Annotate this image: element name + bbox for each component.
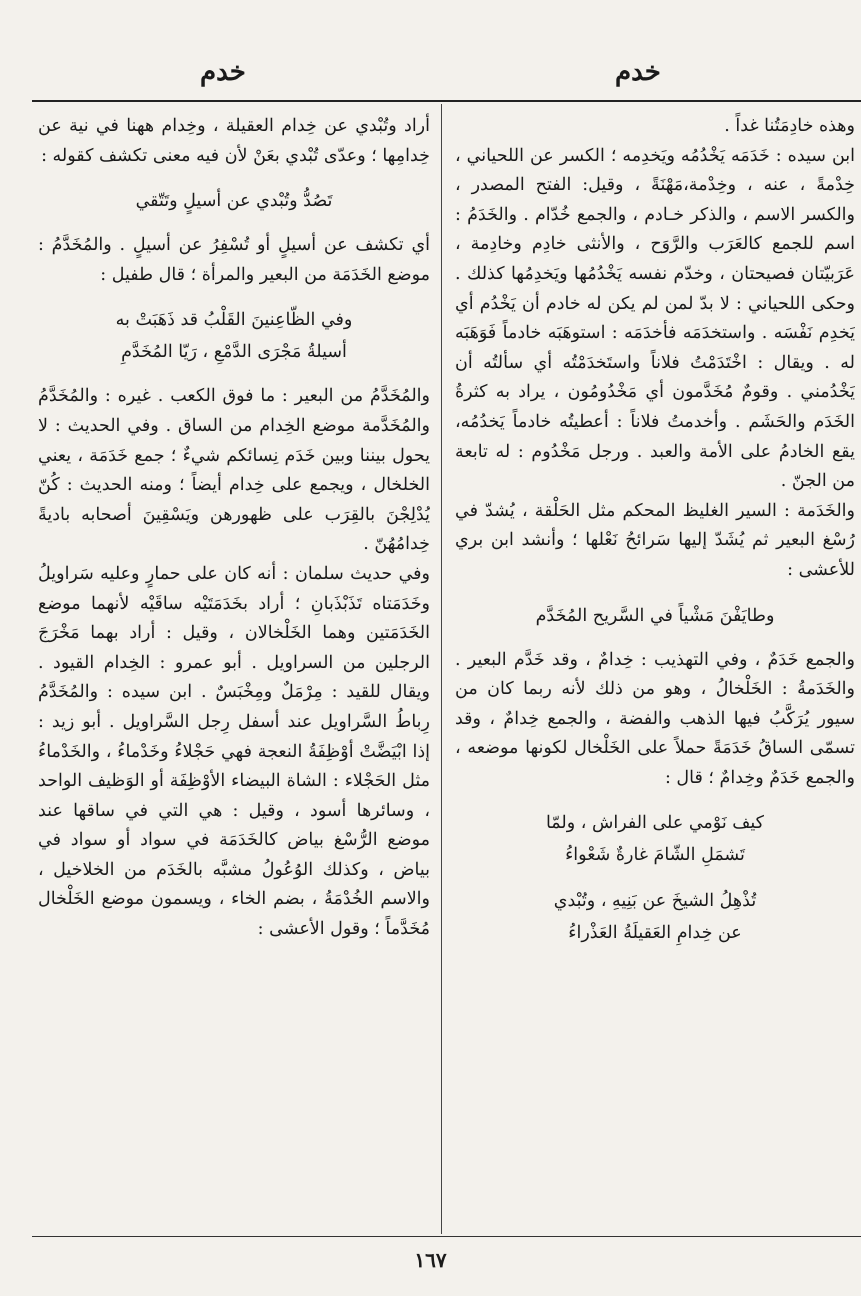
right-column [455,112,855,1230]
verse-hemistich: كيف نَوْمي على الفراش ، ولمّا [545,813,765,834]
paragraph: ابن سيده : خَدَمَه يَخْدُمُه ويَخدِمه ؛ الكسر عن اللحياني ، خِدْمةً ، عنه ، وخِدْمة،مَهْنَةً ، وقيل: الفتح المصدر ، والكسر الاسم ، والذكر خـادم ، والجمع خُدّام . والخَدَمُ : اسم للجمع كالعَرَب والرَّوَح ، والأنثى خادِم وخادِمة ، عَرَبيّتان فصيحتان ، وخدّم نفسه يَخْدُمُها ويَخدِمُها كذلك . وحكى اللحياني : لا بدّ لمن لم يكن له خادم أن يَخْدُم أي يَخدِم نَفْسَه . واستخدَمَه فأخدَمَه : استوهَبَه خادماً فَوَهَبَه له . ويقال : اخْتَدَمْتُ فلاناً واستَخدَمْتُه أي سألتُه أن يَخْدُمني . وقومٌ مُخَدَّمون أي مَخْدُومُون ، يراد به كثرةُ الخَدَم والحَشَم . وأخدمتُ فلاناً : أعطيتُه خادماً يَخدُمُه، يقع الخادمُ على الأمة والعبد . ورجل مَخْدُوم : له تابعة من الجنّ . [455,145,855,492]
header-rule [32,100,861,102]
verse-couplet [455,885,855,949]
verse-hemistich: أسيلةُ مَجْرَى الدَّمْعِ ، رَيّا المُخَدَّمِ [121,342,347,363]
verse-hemistich: وفي الظّاعِنينَ القَلْبُ قد ذَهَبَتْ به [115,310,353,331]
verse-couplet [455,807,855,871]
paragraph: وفي حديث سلمان : أنه كان على حمارٍ وعليه سَراويلُ وخَدَمَتاه تَذَبْذَبانِ ؛ أراد بخَدَمَتَيْه ساقَيْه لأنهما موضع الخَدَمَتين وهما الخَلْخالان ، وقيل : أراد بهما مَخْرَجَ الرجلين من السراويل . أبو عمرو : الخِدام القيود . ويقال للقيد : مِرْمَلٌ ومِخْبَسٌ . ابن سيده : والمُخَدَّمُ رِباطُ السَّراويل عند أسفل رِجل السَّراويل . أبو زيد : إذا ابْيَضَّتْ أوْظِفَةُ النعجة فهي حَجْلاءُ وخَدْماءُ ، والخَدْماءُ مثل الحَجْلاء : الشاة البيضاء الأوْظِفَة أو الوَظيف الواحد ، وسائرها أسود ، وقيل : هي التي في ساقها عند موضع الرُّسْغ بياض كالخَدَمَة في سواد أو سواد في بياض ، وكذلك الوُعُولُ مشبَّه بالخَدَم من الخلاخيل ، والاسم الخُدْمَةُ ، بضم الخاء ، ويسمون موضع الخَلْخال مُخَدَّماً ؛ وقول الأعشى : [38,563,430,940]
paragraph: وهذه خادِمَتُنا غداً . [724,116,855,136]
left-column [38,112,430,1230]
running-header-right: خدم [615,57,661,87]
page-number: ١٦٧ [414,1248,447,1272]
running-header-left: خدم [200,57,246,87]
verse-couplet [38,304,430,368]
verse-hemistich: عن خِدامِ العَقيلَةُ العَذْراءُ [568,923,742,944]
paragraph: والجمع خَدَمٌ ، وفي التهذيب : خِدامٌ ، وقد خَدَّم البعير . والخَدَمةُ : الخَلْخالُ ، وهو من ذلك لأنه ربما كان من سيور يُرَكَّبُ فيها الذهب والفضة ، والجمع خِدامٌ ، وقد تسمّى الساقُ خَدَمَةً حملاً على الخَلْخال لكونها موضعه ، والجمع خَدَمٌ وخِدامٌ ؛ قال : [455,649,855,788]
column-divider [441,104,442,1234]
paragraph: أراد وتُبْدي عن خِدام العقيلة ، وخِدام ههنا في نية عن خِدامِها ؛ وعدّى تُبْدي بعَنْ لأن فيه معنى تكشف كقوله : [38,116,430,166]
paragraph: والخَدَمة : السير الغليظ المحكم مثل الحَلْقة ، يُشدّ في رُسْغ البعير ثم يُشَدّ إليها سَرائحُ نَعْلها ؛ وأنشد ابن بري للأعشى : [455,500,855,580]
paragraph: والمُخَدَّمُ من البعير : ما فوق الكعب . غيره : والمُخَدَّمُ والمُخَدَّمة موضع الخِدام من الساق . وفي الحديث : لا يحول بيننا وبين خَدَم نِسائكم شيءٌ ؛ جمع خَدَمَة ، يعني الخلخال ، ويجمع على خِدام أيضاً ؛ ومنه الحديث : كُنّ يُدْلِجْنَ بالقِرَب على ظهورهن ويَسْقِينَ أصحابه باديةً خِدامُهُنّ . [38,386,430,555]
verse-line: تَصُدُّ وتُبْدي عن أسيلٍ وتَتّقي [135,191,333,212]
verse-line: وطايَفْنَ مَشْياً في السَّريح المُخَدَّم [535,605,775,626]
verse-hemistich: تُذْهِلُ الشيخَ عن بَنِيهِ ، وتُبْدي [553,891,757,912]
paragraph: أي تكشف عن أسيلٍ أو تُسْفِرُ عن أسيلٍ . والمُخَدَّمُ : موضع الخَدَمَة من البعير والمرأة ؛ قال طفيل : [38,235,430,285]
footer-rule [32,1236,861,1237]
verse-hemistich: تَشمَلِ الشّامَ غارةٌ شَعْواءُ [565,845,745,866]
